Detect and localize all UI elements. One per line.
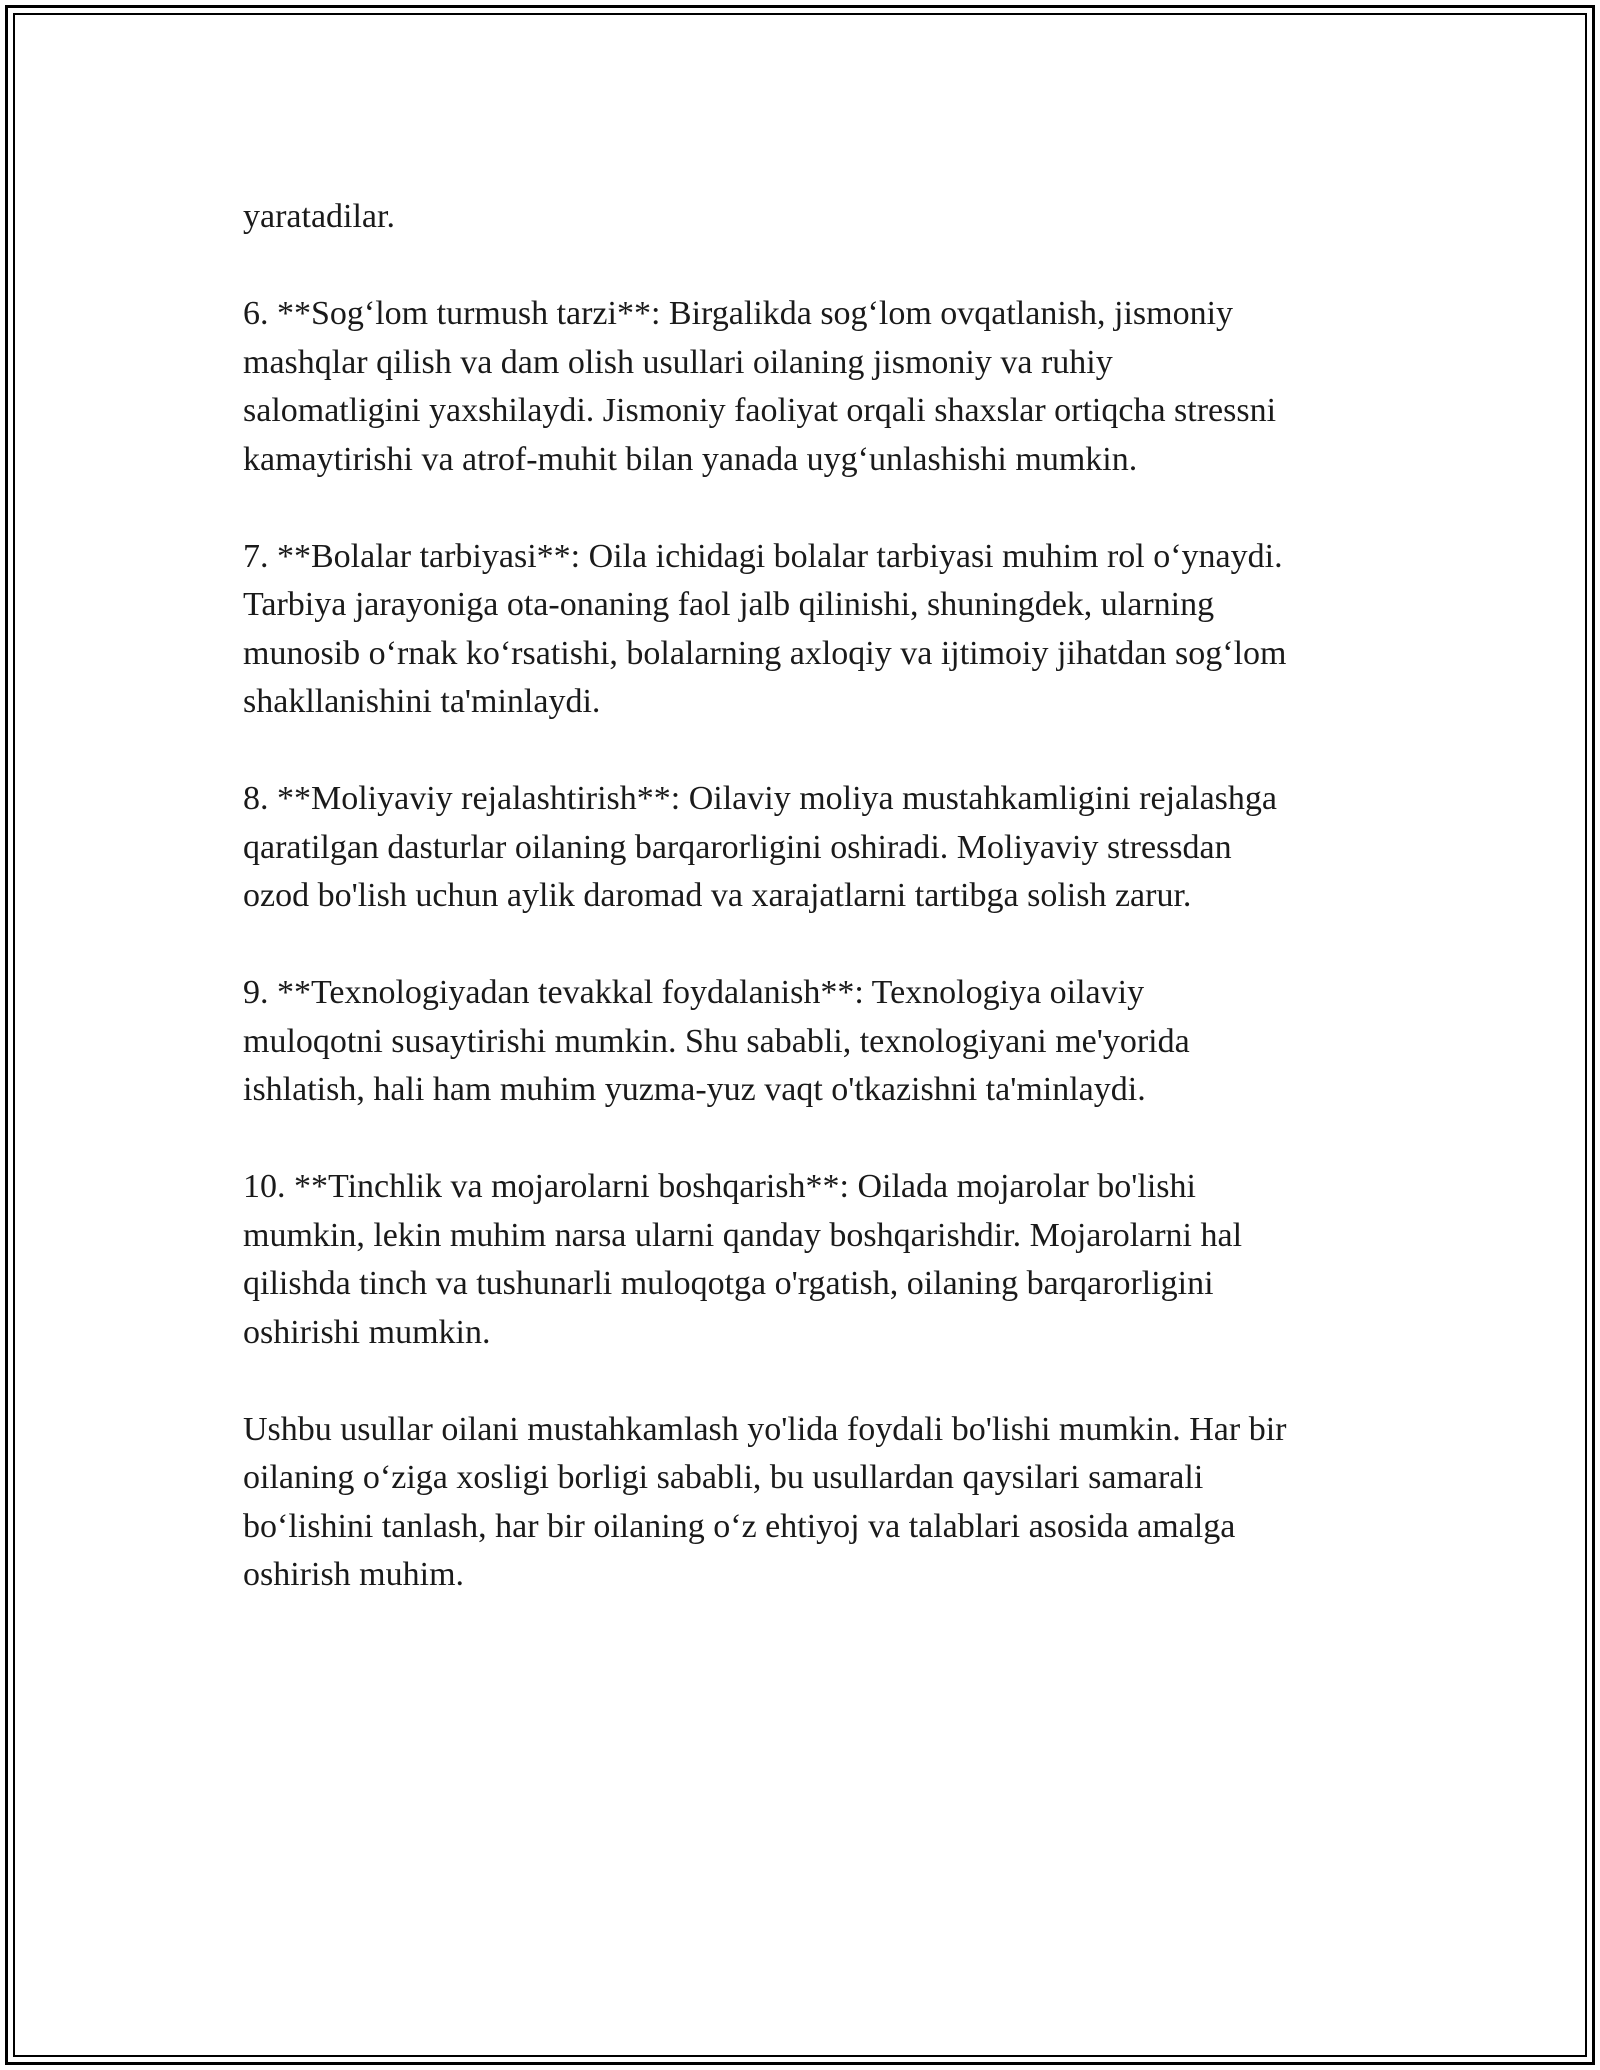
- paragraph-item-9: 9. **Texnologiyadan tevakkal foydalanish**: Texnologiya oilaviy muloqotni susaytirishi mumkin. Shu sababli, texnologiyani me'yorida ishlatish, hali ham muhim yuzma-yuz vaqt o'tkazishni ta'minlaydi.: [243, 974, 1190, 1108]
- paragraph-conclusion: Ushbu usullar oilani mustahkamlash yo'lida foydali bo'lishi mumkin. Har bir oilaning o‘ziga xosligi borligi sababli, bu usullardan qaysilari samarali bo‘lishini tanlash, har bir oilaning o‘z ehtiyoj va talablari asosida amalga oshirish muhim.: [243, 1410, 1287, 1593]
- paragraph-item-7: 7. **Bolalar tarbiyasi**: Oila ichidagi bolalar tarbiyasi muhim rol o‘ynaydi. Tarbiya jarayoniga ota-onaning faol jalb qilinishi, shuningdek, ularning munosib o‘rnak ko‘rsatishi, bolalarning axloqiy va ijtimoiy jihatdan sog‘lom shakllanishini ta'minlaydi.: [243, 537, 1287, 720]
- document-body: [243, 193, 1403, 1600]
- paragraph-continuation: yaratadilar.: [243, 198, 395, 235]
- paragraph-item-6: 6. **Sog‘lom turmush tarzi**: Birgalikda sog‘lom ovqatlanish, jismoniy mashqlar qilish va dam olish usullari oilaning jismoniy va ruhiy salomatligini yaxshilaydi. Jismoniy faoliyat orqali shaxslar ortiqcha stressni kamaytirishi va atrof-muhit bilan yanada uyg‘unlashishi mumkin.: [243, 295, 1277, 478]
- paragraph-item-10: 10. **Tinchlik va mojarolarni boshqarish**: Oilada mojarolar bo'lishi mumkin, lekin muhim narsa ularni qanday boshqarishdir. Mojarolarni hal qilishda tinch va tushunarli muloqotga o'rgatish, oilaning barqarorligini oshirishi mumkin.: [243, 1168, 1243, 1351]
- paragraph-item-8: 8. **Moliyaviy rejalashtirish**: Oilaviy moliya mustahkamligini rejalashga qaratilgan dasturlar oilaning barqarorligini oshiradi. Moliyaviy stressdan ozod bo'lish uchun aylik daromad va xarajatlarni tartibga solish zarur.: [243, 780, 1277, 914]
- page-frame: [5, 5, 1595, 2065]
